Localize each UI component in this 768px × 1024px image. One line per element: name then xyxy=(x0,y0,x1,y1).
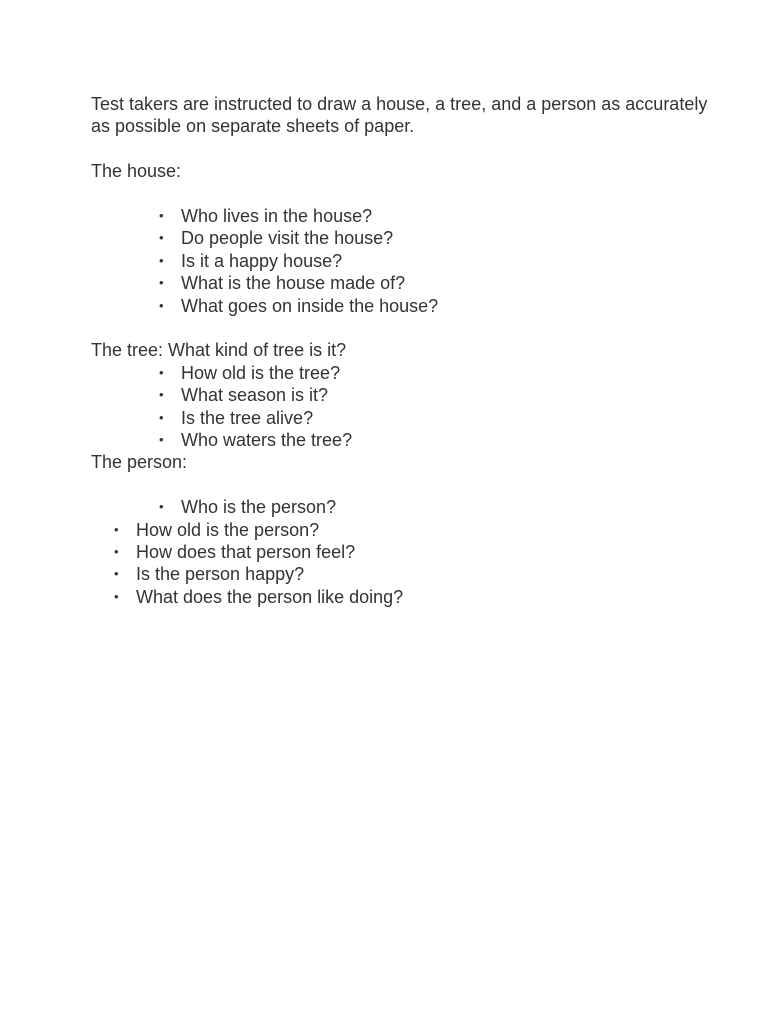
list-item-text: How old is the tree? xyxy=(181,362,341,383)
list-item-text: How old is the person? xyxy=(136,519,320,540)
list-item-text: Is the tree alive? xyxy=(181,407,314,428)
list-item xyxy=(159,384,711,406)
intro-paragraph: Test takers are instructed to draw a house, a tree, and a person as accurately as possible on separate sheets of paper. xyxy=(91,94,708,137)
list-item-text: What goes on inside the house? xyxy=(181,295,439,316)
list-item xyxy=(159,272,711,294)
list-item xyxy=(159,429,711,451)
list-item-text: Is the person happy? xyxy=(136,564,305,585)
tree-heading: The tree: What kind of tree is it? xyxy=(91,340,347,361)
bullet-icon: • xyxy=(114,521,119,537)
list-item xyxy=(159,362,711,384)
list-item-text: What does the person like doing? xyxy=(136,586,404,607)
bullet-icon: • xyxy=(159,387,164,403)
list-item-text: How does that person feel? xyxy=(136,542,356,563)
bullet-icon: • xyxy=(159,297,164,313)
bullet-icon: • xyxy=(114,566,119,582)
list-item xyxy=(114,541,711,563)
document-body xyxy=(91,93,711,608)
list-item-text: Who is the person? xyxy=(181,497,337,518)
person-heading: The person: xyxy=(91,452,188,473)
bullet-icon: • xyxy=(159,499,164,515)
list-item xyxy=(159,496,711,518)
list-item xyxy=(159,205,711,227)
bullet-icon: • xyxy=(159,208,164,223)
list-item xyxy=(159,407,711,429)
list-item-text: What is the house made of? xyxy=(181,273,406,294)
bullet-icon: • xyxy=(159,432,164,448)
house-question-list xyxy=(91,205,711,317)
list-item xyxy=(114,519,711,541)
house-heading: The house: xyxy=(91,161,182,182)
list-item xyxy=(114,563,711,585)
bullet-icon: • xyxy=(159,409,164,425)
list-item-text: Who waters the tree? xyxy=(181,430,353,451)
person-first-question-list xyxy=(91,496,711,518)
bullet-icon: • xyxy=(159,252,164,268)
list-item-text: Is it a happy house? xyxy=(181,250,343,271)
bullet-icon: • xyxy=(114,588,119,604)
list-item xyxy=(159,227,711,249)
list-item xyxy=(159,250,711,272)
list-item-text: What season is it? xyxy=(181,385,329,406)
person-question-list xyxy=(91,519,711,609)
list-item xyxy=(159,295,711,317)
bullet-icon: • xyxy=(159,364,164,380)
bullet-icon: • xyxy=(159,230,164,246)
tree-question-list xyxy=(91,362,711,452)
bullet-icon: • xyxy=(159,275,164,291)
list-item-text: Who lives in the house? xyxy=(181,206,373,226)
bullet-icon: • xyxy=(114,544,119,560)
list-item-text: Do people visit the house? xyxy=(181,228,394,249)
list-item xyxy=(114,586,711,608)
